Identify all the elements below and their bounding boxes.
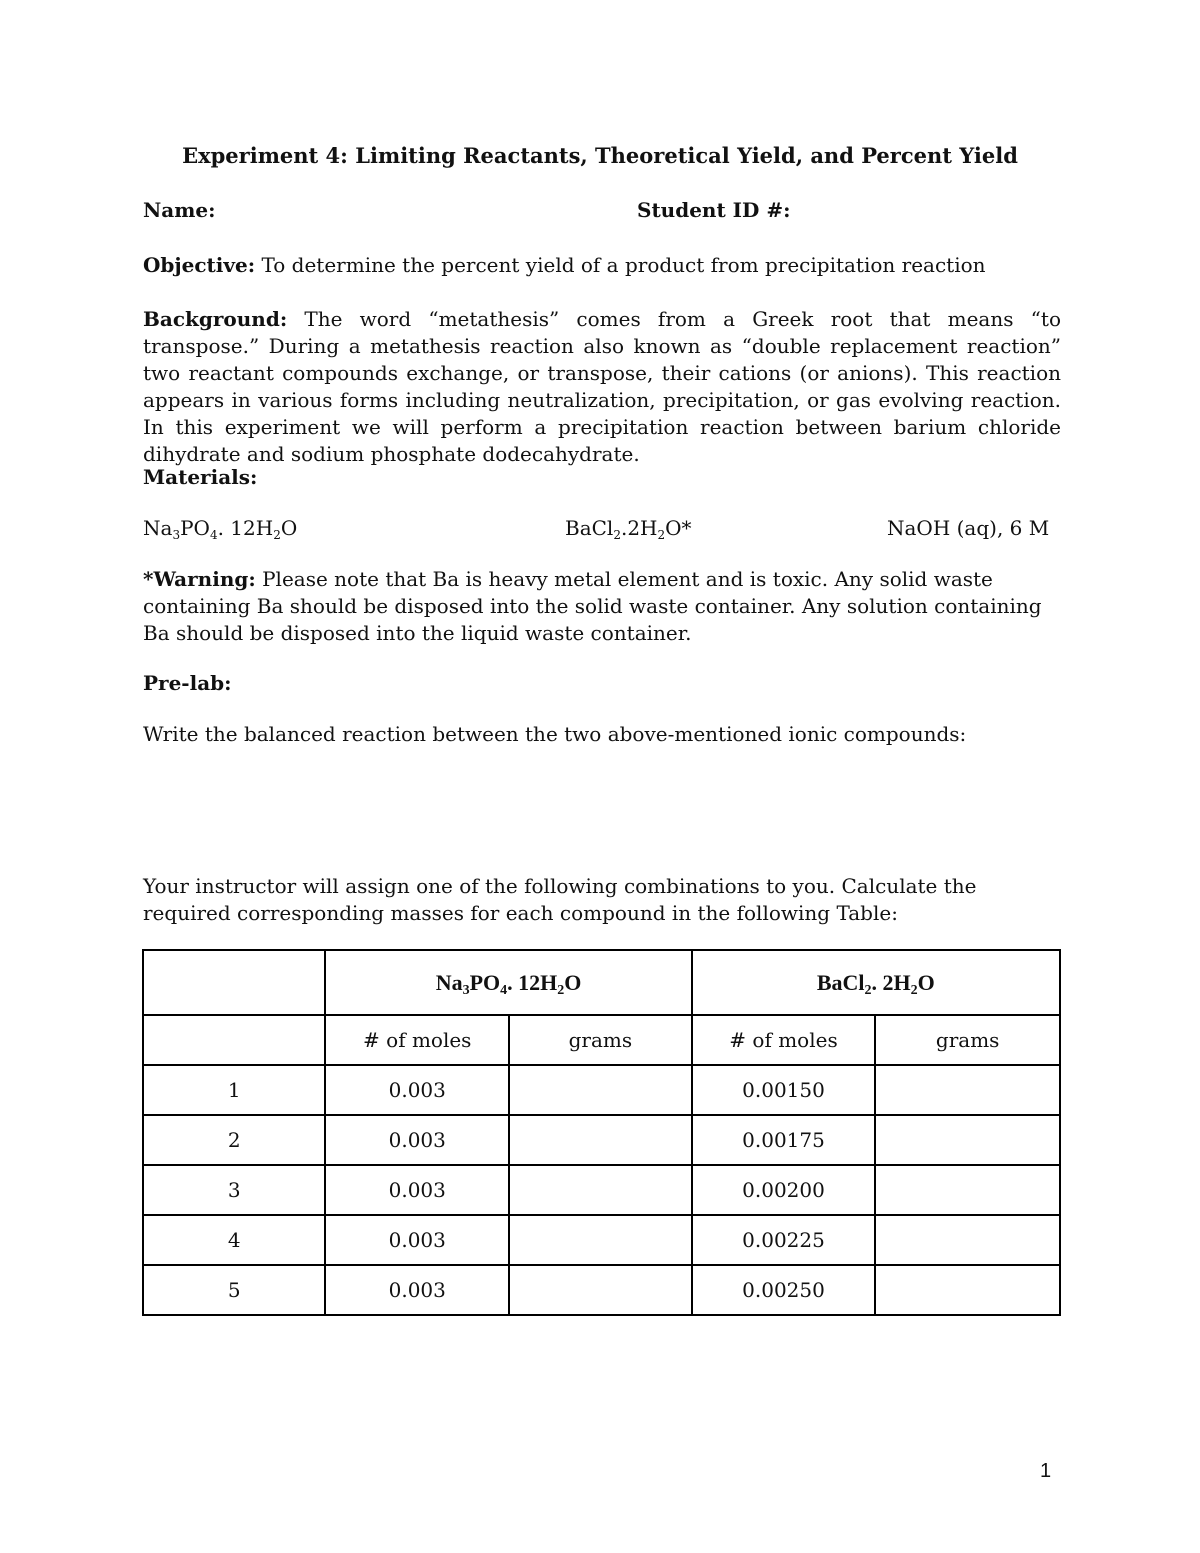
grams-cell-2[interactable] <box>875 1265 1060 1315</box>
prelab-label: Pre-lab: <box>143 671 232 695</box>
warning-text: Please note that Ba is heavy metal element and is toxic. Any solid waste containing Ba should be disposed into the solid waste container. Any solution containing Ba should be disposed into the liquid waste container. <box>143 567 1042 645</box>
material-barium-chloride: $BaCl_2.2H_2O*$ <box>565 516 692 542</box>
moles-cell-2: 0.00175 <box>692 1115 876 1165</box>
warning-label: *Warning: <box>143 567 256 591</box>
table-row <box>143 1065 1060 1115</box>
subheader-moles-2: # of moles <box>692 1015 876 1065</box>
moles-cell-2: 0.00250 <box>692 1265 876 1315</box>
moles-cell-2: 0.00150 <box>692 1065 876 1115</box>
material-sodium-phosphate: $Na_3PO_4$. $12H_2O$ <box>143 516 298 542</box>
table-row <box>143 1265 1060 1315</box>
moles-cell-2: 0.00225 <box>692 1215 876 1265</box>
table-row <box>143 1115 1060 1165</box>
mass-table <box>142 949 1061 1316</box>
table-row <box>143 1215 1060 1265</box>
materials-label: Materials: <box>143 465 258 489</box>
name-label: Name: <box>143 198 216 222</box>
table-header-row <box>143 950 1060 1015</box>
grams-cell-1[interactable] <box>509 1165 692 1215</box>
row-number: 3 <box>143 1165 325 1215</box>
page-title: Experiment 4: Limiting Reactants, Theoretical Yield, and Percent Yield <box>182 143 1018 168</box>
grams-cell-1[interactable] <box>509 1115 692 1165</box>
table-subheader-row <box>143 1015 1060 1065</box>
table-row <box>143 1165 1060 1215</box>
background-label: Background: <box>143 307 288 331</box>
moles-cell-1: 0.003 <box>325 1215 509 1265</box>
student-id-label: Student ID #: <box>637 198 791 222</box>
assign-text: Your instructor will assign one of the following combinations to you. Calculate the required corresponding masses for each compound in the following Table: <box>143 874 977 925</box>
grams-cell-1[interactable] <box>509 1215 692 1265</box>
row-number: 5 <box>143 1265 325 1315</box>
prelab-instruction: Write the balanced reaction between the two above-mentioned ionic compounds: <box>143 722 967 746</box>
objective <box>143 252 1061 279</box>
background-text: The word “metathesis” comes from a Greek root that means “to transpose.” During a metathesis reaction also known as “double replacement reaction” two reactant compounds exchange, or transpose, their cations (or anions). This reaction appears in various forms including neutralization, precipitation, or gas evolving reaction. In this experiment we will perform a precipitation reaction between barium chloride dihydrate and sodium phosphate dodecahydrate. <box>143 307 1061 466</box>
moles-cell-1: 0.003 <box>325 1115 509 1165</box>
moles-cell-2: 0.00200 <box>692 1165 876 1215</box>
subheader-grams-1: grams <box>509 1015 692 1065</box>
table-corner-cell <box>143 950 325 1015</box>
grams-cell-2[interactable] <box>875 1215 1060 1265</box>
table-subheader-blank <box>143 1015 325 1065</box>
warning-paragraph <box>143 566 1053 647</box>
grams-cell-2[interactable] <box>875 1065 1060 1115</box>
row-number: 2 <box>143 1115 325 1165</box>
material-naoh: NaOH (aq), 6 M <box>887 516 1050 540</box>
moles-cell-1: 0.003 <box>325 1165 509 1215</box>
subheader-grams-2: grams <box>875 1015 1060 1065</box>
objective-text: To determine the percent yield of a product from precipitation reaction <box>261 253 986 277</box>
row-number: 1 <box>143 1065 325 1115</box>
header-compound-2: BaCl$_2$. $2H_2O$ <box>692 950 1060 1015</box>
grams-cell-1[interactable] <box>509 1265 692 1315</box>
grams-cell-2[interactable] <box>875 1115 1060 1165</box>
header-compound-1: $Na_3PO_4$. $12H_2O$ <box>325 950 691 1015</box>
grams-cell-2[interactable] <box>875 1165 1060 1215</box>
row-number: 4 <box>143 1215 325 1265</box>
subheader-moles-1: # of moles <box>325 1015 509 1065</box>
moles-cell-1: 0.003 <box>325 1065 509 1115</box>
page-number: 1 <box>1040 1460 1052 1482</box>
moles-cell-1: 0.003 <box>325 1265 509 1315</box>
background-paragraph <box>143 306 1061 468</box>
grams-cell-1[interactable] <box>509 1065 692 1115</box>
objective-label: Objective: <box>143 253 256 277</box>
